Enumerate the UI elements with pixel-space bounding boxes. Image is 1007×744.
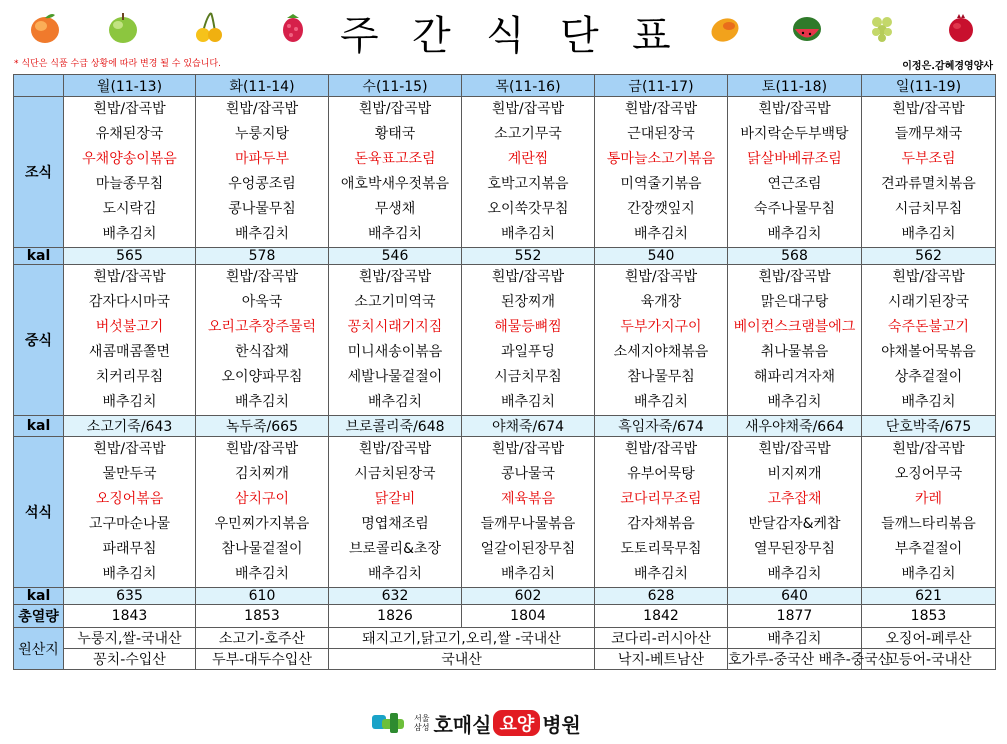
dinner-day-cell [862,437,996,588]
kal-value: 562 [862,248,996,265]
grape-icon [866,8,900,46]
total-kal-value: 1804 [462,605,595,628]
total-kal-value: 1826 [329,605,462,628]
dish-item: 흰밥/잡곡밥 [225,269,299,285]
porridge-kal-value: 단호박죽/675 [862,416,996,437]
dish-item: 콩나물국 [500,466,556,482]
day-header: 일(11-19) [862,75,996,97]
hospital-name-part: 호매실 [433,712,492,737]
dish-item: 새콤매콤쫄면 [88,344,171,360]
dinner-day-cell [329,437,462,588]
dish-item: 반달감자&케찹 [748,516,841,532]
origin-note: 낙지-베트남산 [595,649,728,670]
hospital-region [414,714,429,732]
dish-item: 흰밥/잡곡밥 [892,269,965,285]
dish-item: 배추김치 [367,226,423,242]
day-header: 목(11-16) [462,75,595,97]
main-dish: 통마늘소고기볶음 [606,151,716,167]
porridge-kal-value: 새우야채죽/664 [728,416,862,437]
dish-item: 시금치무침 [494,369,562,385]
dish-item: 얼갈이된장무침 [480,541,576,557]
dish-item: 흰밥/잡곡밥 [225,441,299,457]
peach-icon [28,8,62,46]
kal-value: 568 [728,248,862,265]
lunch-label: 중식 [14,265,64,416]
pomegranate-icon [944,8,978,46]
lunch-row [14,265,996,416]
dish-item: 오이양파무침 [221,369,303,385]
dish-item: 숙주나물무침 [753,201,836,217]
total-kal-value: 1842 [595,605,728,628]
porridge-kal-value: 소고기죽/643 [64,416,196,437]
dish-item: 배추김치 [102,566,157,582]
dish-item: 배추김치 [767,566,822,582]
dish-item: 흰밥/잡곡밥 [758,269,831,285]
kal-label: kal [14,248,64,265]
dish-item: 도시락김 [102,201,157,217]
menu-change-notice: * 식단은 식품 수급 상황에 따라 변경 될 수 있습니다. [14,59,221,69]
kal-value: 635 [64,588,196,605]
dish-item: 배추김치 [901,226,956,242]
cherry-icon [192,8,226,46]
lunch-day-cell [728,265,862,416]
dish-item: 배추김치 [102,226,157,242]
dinner-day-cell [64,437,196,588]
dish-item: 들깨무나물볶음 [480,516,576,532]
title-char-2: 간 [412,13,451,59]
dish-item: 아욱국 [241,294,283,310]
kal-value: 552 [462,248,595,265]
dish-item: 도토리묵무침 [620,541,702,557]
dinner-label: 석식 [14,437,64,588]
dish-item: 흰밥/잡곡밥 [624,269,698,285]
hospital-region-line: 삼성 [414,723,430,732]
dish-item: 흰밥/잡곡밥 [491,441,565,457]
apple-icon [106,8,140,46]
dish-item: 오이쑥갓무침 [487,201,569,217]
kal-value: 565 [64,248,196,265]
dish-item: 우민찌가지볶음 [214,516,310,532]
dish-item: 부추겉절이 [894,541,963,557]
kal-label: kal [14,416,64,437]
breakfast-day-cell [64,97,196,248]
kal-value: 546 [329,248,462,265]
dish-item: 흰밥/잡곡밥 [358,269,432,285]
origin-label: 원산지 [14,628,64,670]
hospital-name-part: 병원 [542,712,581,737]
total-label: 총열량 [14,605,64,628]
day-header: 금(11-17) [595,75,728,97]
dish-item: 흰밥/잡곡밥 [93,441,166,457]
dinner-day-cell [595,437,728,588]
dish-item: 오징어무국 [894,466,963,482]
dish-item: 우엉콩조림 [228,176,296,192]
porridge-kal-value: 브로콜리죽/648 [329,416,462,437]
main-dish: 삼치구이 [234,491,290,507]
dish-item: 흰밥/잡곡밥 [93,101,166,117]
origin-note: 두부-대두수입산 [196,649,329,670]
breakfast-day-cell [329,97,462,248]
main-dish: 두부가지구이 [620,319,702,335]
title-row [0,0,1007,58]
dish-item: 소고기미역국 [354,294,436,310]
origin-note: 꽁치-수입산 [64,649,196,670]
breakfast-day-cell [862,97,996,248]
dish-item: 취나물볶음 [760,344,829,360]
dish-item: 소세지야채볶음 [613,344,709,360]
total-kal-value: 1843 [64,605,196,628]
origin-row-1 [14,628,996,649]
main-dish: 우채양송이볶음 [82,151,177,167]
dish-item: 배추김치 [901,394,956,410]
dish-item: 흰밥/잡곡밥 [491,101,565,117]
dish-item: 흰밥/잡곡밥 [358,101,432,117]
dish-item: 배추김치 [767,394,822,410]
dish-item: 김치찌개 [234,466,290,482]
total-kal-value: 1853 [196,605,329,628]
dish-item: 무생채 [374,201,416,217]
main-dish: 숙주돈불고기 [887,319,970,335]
total-kal-value: 1877 [728,605,862,628]
day-header: 토(11-18) [728,75,862,97]
dish-item: 유채된장국 [95,126,164,142]
kal-value: 540 [595,248,728,265]
dish-item: 간장깻잎지 [627,201,695,217]
main-dish: 두부조림 [901,151,956,167]
dish-item: 흰밥/잡곡밥 [93,269,166,285]
dish-item: 들깨무채국 [894,126,963,142]
main-dish: 제육볶음 [500,491,556,507]
dish-item: 흰밥/잡곡밥 [892,101,965,117]
origin-row-2 [14,649,996,670]
title-char-4: 단 [560,13,599,59]
day-header: 월(11-13) [64,75,196,97]
title-char-3: 식 [486,13,525,59]
dish-item: 브로콜리&초장 [348,541,442,557]
dish-item: 미니새송이볶음 [347,344,443,360]
main-dish: 버섯불고기 [95,319,164,335]
hospital-logo [372,708,581,738]
dinner-day-cell [196,437,329,588]
lunch-day-cell [462,265,595,416]
dish-item: 흰밥/잡곡밥 [491,269,565,285]
dish-item: 물만두국 [102,466,157,482]
main-dish: 닭갈비 [374,491,416,507]
dish-item: 감자다시마국 [88,294,171,310]
dish-item: 배추김치 [633,566,689,582]
day-header: 수(11-15) [329,75,462,97]
dish-item: 근대된장국 [627,126,695,142]
main-dish: 돈육표고조림 [354,151,436,167]
dish-item: 시금치무침 [894,201,963,217]
main-dish: 계란찜 [507,151,549,167]
dish-item: 흰밥/잡곡밥 [892,441,965,457]
breakfast-kal-row [14,248,996,265]
dish-item: 시래기된장국 [887,294,970,310]
dish-item: 비지찌개 [767,466,822,482]
origin-note: 고등어-국내산 [862,649,996,670]
day-header: 화(11-14) [196,75,329,97]
kal-value: 628 [595,588,728,605]
dish-item: 된장찌개 [500,294,556,310]
breakfast-day-cell [196,97,329,248]
dish-item: 참나물겉절이 [221,541,303,557]
dish-item: 견과류멸치볶음 [881,176,976,192]
dish-item: 흰밥/잡곡밥 [624,441,698,457]
dish-item: 마늘종무침 [95,176,164,192]
watermelon-icon [790,8,824,46]
mango-icon [708,8,742,46]
dish-item: 배추김치 [234,566,290,582]
lunch-day-cell [196,265,329,416]
origin-note: 국내산 [329,649,595,670]
dinner-row [14,437,996,588]
dish-item: 황태국 [374,126,416,142]
lunch-kal-row [14,416,996,437]
corner-cell [14,75,64,97]
dish-item: 배추김치 [234,226,290,242]
dish-item: 과일푸딩 [500,344,556,360]
dish-item: 맑은대구탕 [760,294,829,310]
dish-item: 배추김치 [500,566,556,582]
main-dish: 닭살바베큐조림 [747,151,842,167]
dish-item: 시금치된장국 [354,466,436,482]
dish-item: 애호박새우젓볶음 [340,176,450,192]
main-dish: 베이컨스크램블에그 [733,319,856,335]
breakfast-day-cell [462,97,595,248]
dish-item: 참나물무침 [627,369,695,385]
dinner-day-cell [728,437,862,588]
origin-note: 코다리-러시아산 [595,628,728,649]
main-dish: 고추잡채 [767,491,822,507]
dish-item: 연근조림 [767,176,822,192]
dish-item: 배추김치 [633,226,689,242]
dish-item: 한식잡채 [234,344,290,360]
dish-item: 호박고지볶음 [487,176,569,192]
dish-item: 흰밥/잡곡밥 [758,101,831,117]
lunch-day-cell [329,265,462,416]
dish-item: 소고기무국 [494,126,562,142]
dish-item: 고구마순나물 [88,516,171,532]
dish-item: 흰밥/잡곡밥 [758,441,831,457]
kal-label: kal [14,588,64,605]
dietitian-names: 이정은.감혜경영양사 [902,61,993,72]
origin-note: 누룽지,쌀-국내산 [64,628,196,649]
main-dish: 해물등뼈찜 [494,319,562,335]
dish-item: 감자채볶음 [627,516,695,532]
dish-item: 배추김치 [102,394,157,410]
kal-value: 610 [196,588,329,605]
raspberry-icon [276,8,310,46]
main-dish: 마파두부 [234,151,290,167]
main-dish: 코다리무조림 [620,491,702,507]
breakfast-label: 조식 [14,97,64,248]
dish-item: 세발나물겉절이 [347,369,443,385]
origin-note: 오징어-페루산 [862,628,996,649]
main-dish: 카레 [914,491,943,507]
main-dish: 꽁치시래기지짐 [347,319,443,335]
dish-item: 치커리무침 [95,369,164,385]
dish-item: 육개장 [640,294,682,310]
dish-item: 배추김치 [633,394,689,410]
hospital-region-line: 서울 [414,714,430,723]
lunch-day-cell [64,265,196,416]
weekly-menu-table [13,74,996,670]
origin-note: 소고기-호주산 [196,628,329,649]
dish-item: 배추김치 [901,566,956,582]
dish-item: 배추김치 [767,226,822,242]
dish-item: 명엽채조림 [361,516,429,532]
dish-item: 파래무침 [102,541,157,557]
dish-item: 야채볼어묵볶음 [881,344,976,360]
dish-item: 누룽지탕 [234,126,290,142]
origin-note: 배추김치 [728,628,862,649]
kal-value: 640 [728,588,862,605]
breakfast-day-cell [728,97,862,248]
breakfast-row [14,97,996,248]
dish-item: 미역줄기볶음 [620,176,702,192]
breakfast-day-cell [595,97,728,248]
dish-item: 콩나물무침 [228,201,296,217]
origin-note: 호가루-중국산 배추-중국산 [728,649,862,670]
total-kal-value: 1853 [862,605,996,628]
dish-item: 들깨느타리볶음 [881,516,976,532]
dish-item: 열무된장무침 [753,541,836,557]
hospital-emblem-icon [372,711,408,735]
kal-value: 621 [862,588,996,605]
main-dish: 오리고추장주물럭 [207,319,317,335]
lunch-day-cell [862,265,996,416]
dish-item: 배추김치 [367,566,423,582]
title-char-5: 표 [632,13,671,59]
dish-item: 유부어묵탕 [627,466,695,482]
kal-value: 632 [329,588,462,605]
porridge-kal-value: 녹두죽/665 [196,416,329,437]
dish-item: 상추겉절이 [894,369,963,385]
day-header-row [14,75,996,97]
origin-note: 돼지고기,닭고기,오리,쌀 -국내산 [329,628,595,649]
dish-item: 배추김치 [500,394,556,410]
dish-item: 해파리겨자채 [753,369,836,385]
porridge-kal-value: 야채죽/674 [462,416,595,437]
dish-item: 배추김치 [500,226,556,242]
hospital-name-highlight: 요양 [493,710,540,736]
dinner-day-cell [462,437,595,588]
dish-item: 배추김치 [234,394,290,410]
lunch-day-cell [595,265,728,416]
dish-item: 배추김치 [367,394,423,410]
porridge-kal-value: 흑임자죽/674 [595,416,728,437]
kal-value: 602 [462,588,595,605]
kal-value: 578 [196,248,329,265]
dish-item: 흰밥/잡곡밥 [225,101,299,117]
dish-item: 흰밥/잡곡밥 [358,441,432,457]
dish-item: 바지락순두부백탕 [740,126,849,142]
main-dish: 오징어볶음 [95,491,164,507]
title-char-1: 주 [340,13,379,59]
dish-item: 흰밥/잡곡밥 [624,101,698,117]
total-kal-row [14,605,996,628]
dinner-kal-row [14,588,996,605]
